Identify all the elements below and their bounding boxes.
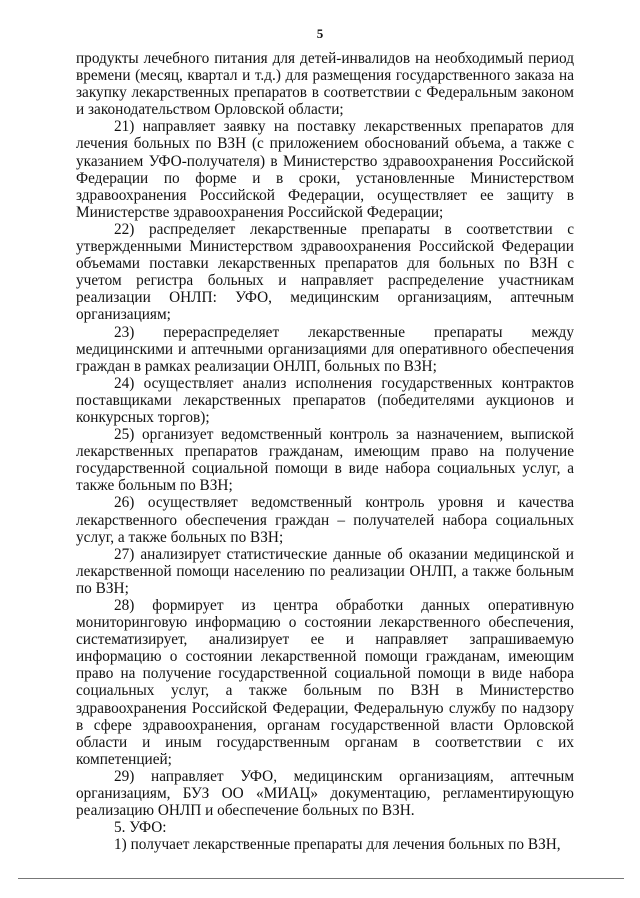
paragraph-item-29: 29) направляет УФО, медицинским организациям, аптечным организациям, БУЗ ОО «МИАЦ» документацию, регламентирующую реализацию ОНЛП и обеспечение больных по ВЗН. [76,767,574,820]
paragraph-item-22: 22) распределяет лекарственные препараты в соответствии с утвержденными Министерством здравоохранения Российской Федерации объемами поставки лекарственных препаратов для больных по ВЗН с учетом регистра больных и направляет распределение участникам реализации ОНЛП: УФО, медицинским организациям, аптечным организациям; [76,220,574,324]
section-heading-5: 5. УФО: [114,819,167,837]
paragraph-continuation: продукты лечебного питания для детей-инвалидов на необходимый период времени (месяц, квартал и т.д.) для размещения государственного заказа на закупку лекарственных препаратов в соответствии с Федеральным законом и законодательством Орловской области; [76,50,574,119]
paragraph-item-28: 28) формирует из центра обработки данных оперативную мониторинговую информацию о состоянии лекарственного обеспечения, систематизирует, анализирует ее и направляет запрашиваемую информацию о состоянии лекарственной помощи гражданам, имеющим право на получение государственной социальной помощи в виде набора социальных услуг, а также больным по ВЗН в Министерство здравоохранения Российской Федерации, Федеральную службу по надзору в сфере здравоохранения, органам государственной власти Орловской области и иным государственным органам в соответствии с их компетенцией; [76,597,574,768]
document-body [76,50,574,853]
page-bottom-divider [18,878,624,879]
paragraph-item-21: 21) направляет заявку на поставку лекарственных препаратов для лечения больных по ВЗН (с приложением обоснований объема, а также с указанием УФО-получателя) в Министерство здравоохранения Российской Федерации по форме и в сроки, установленные Министерством здравоохранения Российской Федерации, осуществляет ее защиту в Министерстве здравоохранения Российской Федерации; [76,118,574,221]
paragraph-item-1: 1) получает лекарственные препараты для лечения больных по ВЗН, [114,836,561,854]
paragraph-item-25: 25) организует ведомственный контроль за назначением, выпиской лекарственных препаратов гражданам, имеющим право на получение государственной социальной помощи в виде набора социальных услуг, а также больным по ВЗН; [76,426,574,495]
paragraph-item-27: 27) анализирует статистические данные об оказании медицинской и лекарственной помощи населению по реализации ОНЛП, а также больным по ВЗН; [76,545,574,597]
paragraph-item-26: 26) осуществляет ведомственный контроль уровня и качества лекарственного обеспечения граждан – получателей набора социальных услуг, а также больных по ВЗН; [76,494,574,546]
paragraph-item-24: 24) осуществляет анализ исполнения государственных контрактов поставщиками лекарственных препаратов (победителями аукционов и конкурсных торгов); [76,374,574,426]
paragraph-item-23: 23) перераспределяет лекарственные препараты между медицинскими и аптечными организациями для оперативного обеспечения граждан в рамках реализации ОНЛП, больных по ВЗН; [76,323,574,375]
page-number: 5 [316,26,324,41]
